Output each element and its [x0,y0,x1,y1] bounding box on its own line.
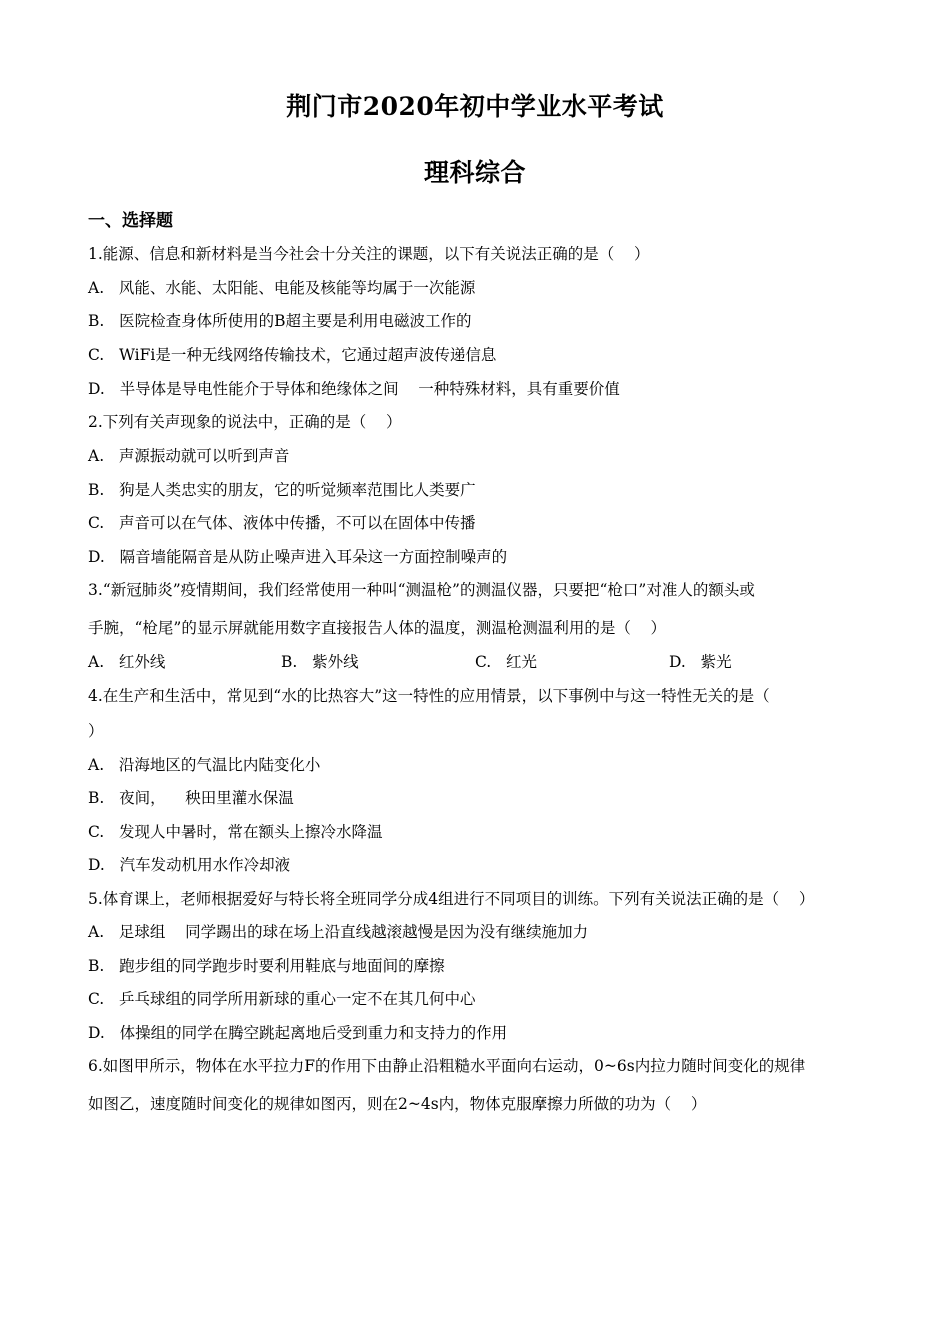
q1-option-d: D. 半导体是导电性能介于导体和绝缘体之间 一种特殊材料，具有重要价值 [88,380,620,398]
q5-option-c: C. 乒乓球组的同学所用新球的重心一定不在其几何中心 [88,990,476,1008]
q3-stem-line1: 3.“新冠肺炎”疫情期间，我们经常使用一种叫“测温枪”的测温仪器，只要把“枪口”对准人的额头或 [88,581,755,599]
q2-option-c: C. 声音可以在气体、液体中传播，不可以在固体中传播 [88,514,476,532]
q5-stem: 5.体育课上，老师根据爱好与特长将全班同学分成4组进行不同项目的训练。下列有关说法正确的是（ ） [88,890,815,908]
q4-stem-line1: 4.在生产和生活中，常见到“水的比热容大”这一特性的应用情景，以下事例中与这一特性无关的是（ [88,687,770,705]
q2-option-d: D. 隔音墙能隔音是从防止噪声进入耳朵这一方面控制噪声的 [88,548,508,566]
q4-option-c: C. 发现人中暑时，常在额头上擦冷水降温 [88,823,383,841]
q4-option-d: D. 汽车发动机用水作冷却液 [88,856,291,874]
q3-option-b: B. 紫外线 [281,653,359,671]
q2-stem: 2.下列有关声现象的说法中，正确的是（ ） [88,413,402,431]
q6-stem-line2: 如图乙，速度随时间变化的规律如图丙，则在2~4s内，物体克服摩擦力所做的功为（ ） [88,1095,707,1113]
q2-option-b: B. 狗是人类忠实的朋友，它的听觉频率范围比人类要广 [88,481,476,499]
q6-stem-line1: 6.如图甲所示，物体在水平拉力F的作用下由静止沿粗糙水平面向右运动，0~6s内拉力随时间变化的规律 [88,1057,806,1075]
q4-option-a: A. 沿海地区的气温比内陆变化小 [88,756,321,774]
q2-option-a: A. 声源振动就可以听到声音 [88,447,290,465]
q5-option-b: B. 跑步组的同学跑步时要利用鞋底与地面间的摩擦 [88,957,445,975]
q1-option-c: C. WiFi是一种无线网络传输技术，它通过超声波传递信息 [88,346,497,364]
q4-stem-line2: ） [88,722,104,740]
q4-option-b: B. 夜间， 秧田里灌水保温 [88,789,294,807]
q1-option-b: B. 医院检查身体所使用的B超主要是利用电磁波工作的 [88,312,472,330]
section-heading: 一、选择题 [88,211,173,231]
q1-option-a: A. 风能、水能、太阳能、电能及核能等均属于一次能源 [88,279,476,297]
q5-option-a: A. 足球组 同学踢出的球在场上沿直线越滚越慢是因为没有继续施加力 [88,923,589,941]
q3-stem-line2: 手腕，“枪尾”的显示屏就能用数字直接报告人体的温度，测温枪测温利用的是（ ） [88,619,667,637]
q3-option-a: A. 红外线 [88,653,166,671]
exam-title: 荆门市2020年初中学业水平考试 [286,92,664,121]
q3-option-d: D. 紫光 [669,653,732,671]
q1-stem: 1.能源、信息和新材料是当今社会十分关注的课题，以下有关说法正确的是（ ） [88,245,650,263]
q5-option-d: D. 体操组的同学在腾空跳起离地后受到重力和支持力的作用 [88,1024,508,1042]
q3-option-c: C. 红光 [475,653,538,671]
exam-subtitle: 理科综合 [423,158,526,187]
